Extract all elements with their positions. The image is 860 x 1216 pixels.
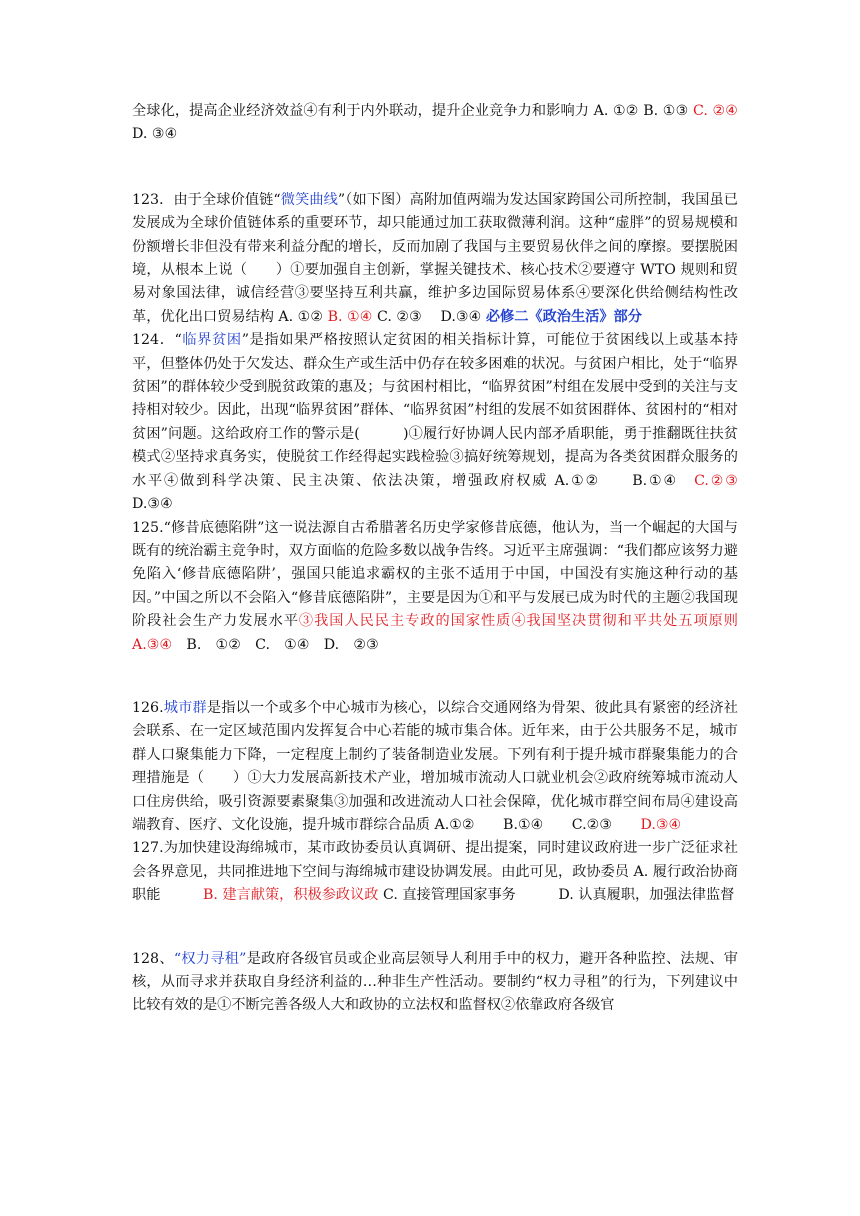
question-text: 125.“修昔底德陷阱”这一说法源自古希腊著名历史学家修昔底德，他认为，当一个崛起的大国与既有的统治霸主竞争时，双方面临的危险多数以战争告终。习近平主席强调：“我们都应该努力避免陷入‘修昔底德陷阱’，强国只能追求霸权的主张不适用于中国，中国没有实施这种行动的基因。”中国之所以不会陷入“修昔底德陷阱”，主要是因为①和平与发展已成为时代的主题②我国现阶段社会生产力发展水平 xyxy=(132,519,738,630)
correct-answer: ③我国人民民主专政的国家性质④我国坚决贯彻和平共处五项原则 A.③④ xyxy=(132,613,738,653)
question-126 xyxy=(132,697,738,837)
question-number: 123．由于全球价值链“ xyxy=(132,191,281,208)
question-125 xyxy=(132,517,738,657)
question-number: 126. xyxy=(132,699,164,716)
question-124 xyxy=(132,329,767,516)
section-heading: 必修二《政治生活》部分 xyxy=(485,308,642,325)
question-123 xyxy=(132,189,738,329)
question-text: 是指以一个或多个中心城市为核心，以综合交通网络为骨架、彼此具有紧密的经济社会联系、在一定区域范围内发挥复合中心若能的城市集合体。近年来，由于公共服务不足，城市群人口聚集能力下降，一定程度上制约了装备制造业发展。下列有利于提升城市群聚集能力的合理措施是（ ）①大力发展高新技术产业，增加城市流动人口就业机会②政府统筹城市流动人口住房供给，吸引资源要素聚集③加强和改进流动人口社会保障，优化城市群空间布局④建设高端教育、医疗、文化设施，提升城市群综合品质 A.①② B.①④ C.②③ xyxy=(132,699,738,833)
question-text: 全球化，提高企业经济效益④有利于内外联动，提升企业竞争力和影响力 A. ①② B. ①③ xyxy=(132,103,693,119)
question-number: 124．“ xyxy=(132,332,182,349)
correct-answer: C. ②④ xyxy=(693,103,738,119)
question-number: 128、 xyxy=(132,950,174,967)
correct-answer: D.③④ xyxy=(640,816,682,833)
question-options: C. ②③ D.③④ xyxy=(372,308,486,325)
question-options: D. ③④ xyxy=(132,126,178,143)
highlighted-term: 微笑曲线 xyxy=(280,191,338,208)
question-options: C. 直接管理国家事务 D. 认真履职，加强法律监督 xyxy=(378,887,735,904)
question-128 xyxy=(132,948,738,1018)
correct-answer: B. ①④ xyxy=(327,308,373,325)
question-text: ”是指如果严格按照认定贫困的相关指标计算，可能位于贫困线以上或基本持平，但整体仍处于欠发达、群众生产或生活中仍存在较多困难的状况。与贫困户相比，处于“临界贫困”的群体较少受到脱贫政策的惠及；与贫困村相比，“临界贫困”村组在发展中受到的关注与支持相对较少。因此，出现“临界贫困”群体、“临界贫困”村组的发展不如贫困群体、贫困村的“相对贫困”问题。这给政府工作的警示是( )①履行好协调人民内部矛盾职能，勇于推翻既往扶贫模式②坚持求真务实，使脱贫工作经得起实践检验③搞好统筹规划，提高为各类贫困群众服务的水平④做到科学决策、民主决策、依法决策，增强政府权威 A.①② B.①④ xyxy=(132,332,738,489)
question-text: 是政府各级官员或企业高层领导人利用手中的权力，避开各种监控、法规、审核，从而寻求并获取自身经济利益的…种非生产性活动。要制约“权力寻租”的行为，下列建议中比较有效的是①不断完善各级人大和政协的立法权和监督权②依靠政府各级官 xyxy=(132,950,738,1014)
correct-answer: B. 建言献策，积极参政议政 xyxy=(202,887,379,904)
document-page xyxy=(132,100,767,1018)
question-text: 127.为加快建设海绵城市，某市政协委员认真调研、提出提案，同时建议政府进一步广泛征求社会各界意见，共同推进地下空间与海绵城市建设协调发展。由此可见，政协委员 A. 履行政治协商职能 xyxy=(132,840,738,904)
question-options: D.③④ xyxy=(132,472,767,513)
question-127 xyxy=(132,837,738,907)
correct-answer: C.②③ xyxy=(694,472,738,489)
question-options: B. ①② C. ①④ D. ②③ xyxy=(172,636,379,653)
highlighted-term: “权力寻租” xyxy=(173,950,247,967)
question-122-tail xyxy=(132,100,738,147)
highlighted-term: 临界贫困 xyxy=(181,332,242,349)
highlighted-term: 城市群 xyxy=(163,699,207,716)
question-text: ”（如下图）高附加值两端为发达国家跨国公司所控制，我国虽已发展成为全球价值链体系的重要环节，却只能通过加工获取微薄利润。这种“虚胖”的贸易规模和份额增长非但没有带来利益分配的增长，反而加剧了我国与主要贸易伙伴之间的摩擦。要摆脱困境，从根本上说（ ）①要加强自主创新，掌握关键技术、核心技术②要遵守 WTO 规则和贸易对象国法律，诚信经营③要坚持互利共赢，维护多边国际贸易体系④要深化供给侧结构性改革，优化出口贸易结构 A. ①② xyxy=(132,191,738,325)
